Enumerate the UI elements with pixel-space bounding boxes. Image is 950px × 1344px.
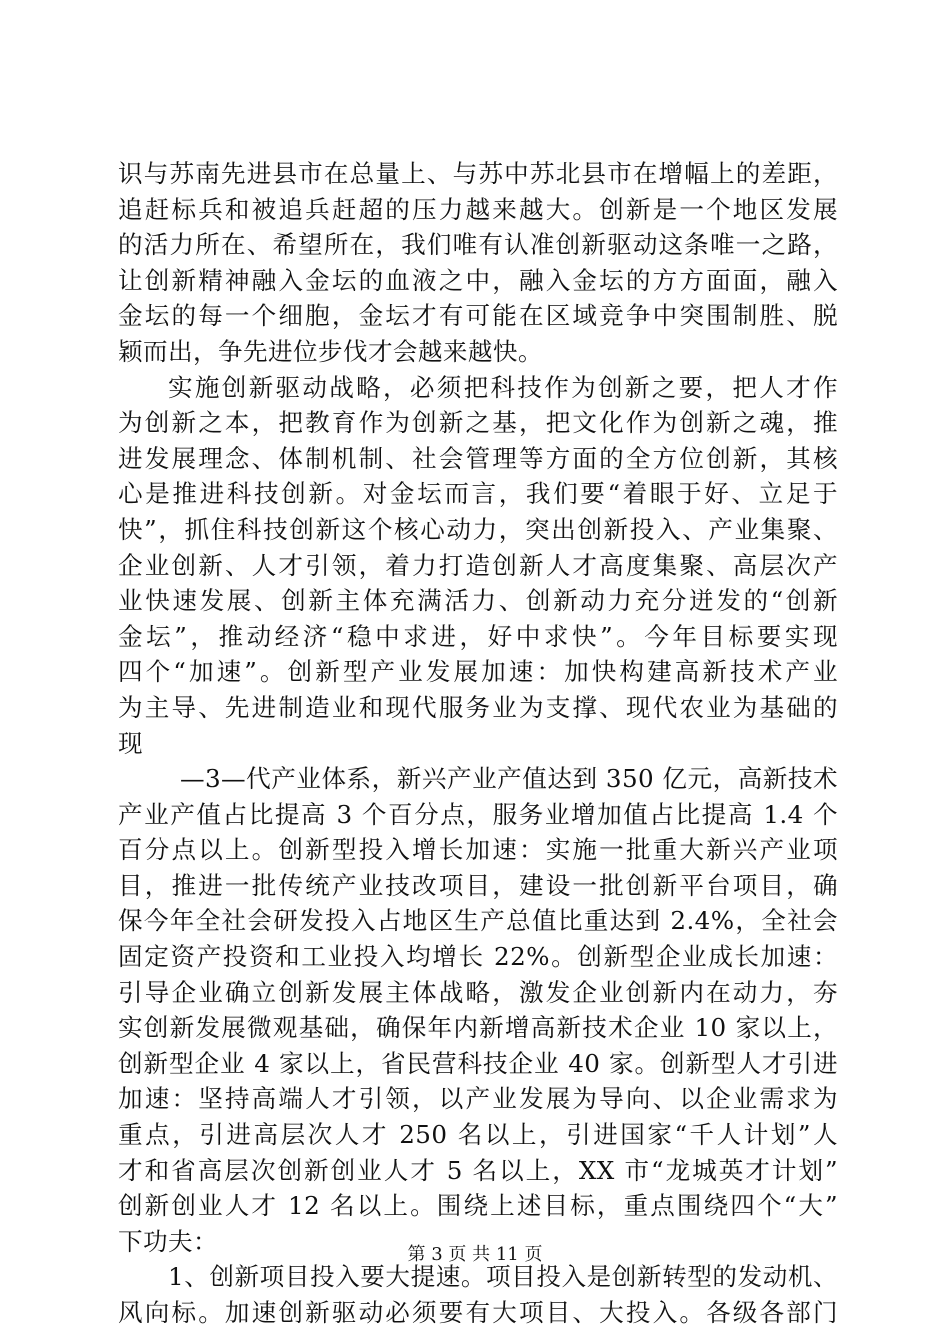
text-line: 追赶标兵和被追兵赶超的压力越来越大。创新是一个地区发展: [118, 194, 838, 224]
text-line: 目，推进一批传统产业技改项目，建设一批创新平台项目，确: [118, 870, 838, 900]
text-line: 让创新精神融入金坛的血液之中，融入金坛的方方面面，融入: [118, 265, 838, 295]
text-line: 为创新之本，把教育作为创新之基，把文化作为创新之魂，推: [118, 408, 838, 438]
text-line: 下功夫：: [118, 1226, 218, 1256]
text-line: 心是推进科技创新。对金坛而言，我们要“着眼于好、立足于: [118, 479, 838, 509]
text-line: 进发展理念、体制机制、社会管理等方面的全方位创新，其核: [118, 443, 838, 473]
text-line: 实创新发展微观基础，确保年内新增高新技术企业 10 家以上，: [118, 1013, 838, 1043]
text-line: 识与苏南先进县市在总量上、与苏中苏北县市在增幅上的差距，: [118, 159, 838, 188]
text-line: 颖而出，争先进位步伐才会越来越快。: [118, 336, 543, 366]
text-line: 重点，引进高层次人才 250 名以上，引进国家“千人计划”人: [118, 1120, 838, 1150]
text-line: 百分点以上。创新型投入增长加速：实施一批重大新兴产业项: [118, 835, 838, 865]
text-line: 保今年全社会研发投入占地区生产总值比重达到 2.4%，全社会: [118, 906, 838, 936]
document-body: [118, 156, 838, 1331]
paragraph-start-line: 实施创新驱动战略，必须把科技作为创新之要，把人才作: [168, 372, 838, 402]
page-number-footer: 第 3 页 共 11 页: [407, 1244, 543, 1265]
text-line: 企业创新、人才引领，着力打造创新人才高度集聚、高层次产: [118, 550, 838, 580]
text-line: 创新创业人才 12 名以上。围绕上述目标，重点围绕四个“大”: [118, 1191, 838, 1221]
text-line: 引导企业确立创新发展主体战略，激发企业创新内在动力，夯: [118, 977, 838, 1007]
text-line: 才和省高层次创新创业人才 5 名以上，XX 市“龙城英才计划”: [118, 1155, 838, 1185]
text-line: 创新型企业 4 家以上，省民营科技企业 40 家。创新型人才引进: [118, 1048, 838, 1078]
text-line: 风向标。加速创新驱动必须要有大项目、大投入。各级各部门: [118, 1298, 838, 1327]
text-line: 固定资产投资和工业投入均增长 22%。创新型企业成长加速：: [118, 942, 838, 972]
text-line: 产业产值占比提高 3 个百分点，服务业增加值占比提高 1.4 个: [118, 799, 838, 829]
text-line: 金坛”，推动经济“稳中求进，好中求快”。今年目标要实现: [118, 621, 838, 651]
text-line: 金坛的每一个细胞，金坛才有可能在区域竞争中突围制胜、脱: [118, 301, 838, 331]
text-line: 为主导、先进制造业和现代服务业为支撑、现代农业为基础的: [118, 692, 838, 722]
paragraph-start-line: 1、创新项目投入要大提速。项目投入是创新转型的发动机、: [168, 1262, 838, 1292]
text-line: 现: [118, 728, 143, 758]
text-line: 加速：坚持高端人才引领，以产业发展为导向、以企业需求为: [118, 1084, 838, 1114]
text-line: 快”，抓住科技创新这个核心动力，突出创新投入、产业集聚、: [118, 514, 838, 544]
text-line: 业快速发展、创新主体充满活力、创新动力充分迸发的“创新: [118, 586, 838, 616]
paragraph-start-line: —3—代产业体系，新兴产业产值达到 350 亿元，高新技术: [180, 764, 838, 794]
text-line: 的活力所在、希望所在，我们唯有认准创新驱动这条唯一之路，: [118, 230, 838, 260]
text-line: 四个“加速”。创新型产业发展加速：加快构建高新技术产业: [118, 657, 838, 687]
